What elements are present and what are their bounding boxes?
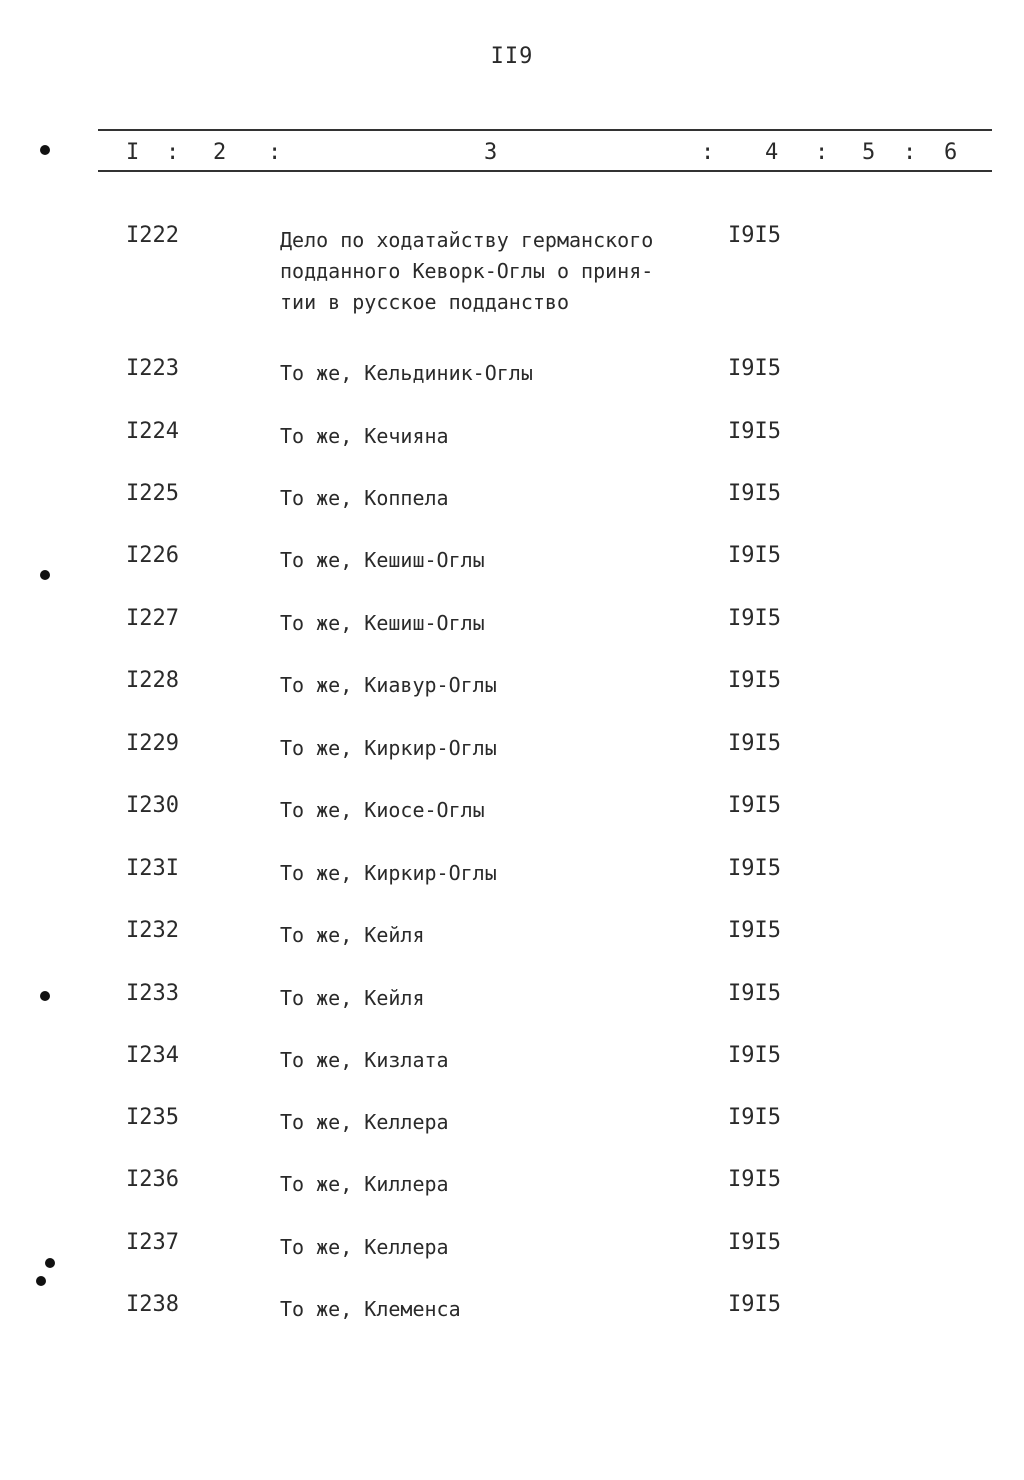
record-number: I235 — [126, 1105, 179, 1130]
record-year: I9I5 — [728, 731, 781, 756]
punch-hole-mark — [36, 1276, 46, 1286]
record-year: I9I5 — [728, 1105, 781, 1130]
record-description: То же, Клеменса — [280, 1297, 461, 1321]
record-description: То же, Кешиш-Оглы — [280, 611, 485, 635]
record-description: То же, Коппела — [280, 486, 449, 510]
record-description: То же, Киркир-Оглы — [280, 861, 497, 885]
record-number: I236 — [126, 1167, 179, 1192]
record-number: I234 — [126, 1043, 179, 1068]
table-row — [0, 481, 1024, 521]
header-sep-2: : — [268, 140, 282, 165]
header-sep-4: : — [815, 140, 829, 165]
table-row — [0, 1167, 1024, 1207]
header-sep-3: : — [701, 140, 715, 165]
header-col-5: 5 — [862, 140, 876, 165]
record-year: I9I5 — [728, 1167, 781, 1192]
table-row — [0, 981, 1024, 1021]
punch-hole-mark — [40, 145, 50, 155]
table-row — [0, 223, 1024, 314]
record-year: I9I5 — [728, 856, 781, 881]
header-sep-1: : — [166, 140, 180, 165]
record-year: I9I5 — [728, 356, 781, 381]
record-description: То же, Келлера — [280, 1110, 449, 1134]
record-year: I9I5 — [728, 606, 781, 631]
record-number: I229 — [126, 731, 179, 756]
table-row — [0, 668, 1024, 708]
table-row — [0, 856, 1024, 896]
record-number: I228 — [126, 668, 179, 693]
record-year: I9I5 — [728, 1292, 781, 1317]
punch-hole-mark — [40, 570, 50, 580]
record-year: I9I5 — [728, 481, 781, 506]
punch-hole-mark — [45, 1258, 55, 1268]
record-number: I227 — [126, 606, 179, 631]
table-row — [0, 1230, 1024, 1270]
table-row — [0, 543, 1024, 583]
record-description: То же, Кейля — [280, 923, 425, 947]
header-col-2: 2 — [213, 140, 227, 165]
record-year: I9I5 — [728, 668, 781, 693]
record-description: То же, Кельдиник-Оглы — [280, 361, 533, 385]
record-description: То же, Киллера — [280, 1172, 449, 1196]
record-number: I237 — [126, 1230, 179, 1255]
table-row — [0, 356, 1024, 396]
table-row — [0, 731, 1024, 771]
record-number: I224 — [126, 419, 179, 444]
record-year: I9I5 — [728, 223, 781, 248]
record-year: I9I5 — [728, 793, 781, 818]
record-number: I238 — [126, 1292, 179, 1317]
table-top-rule — [98, 129, 992, 131]
record-number: I222 — [126, 223, 179, 248]
punch-hole-mark — [40, 991, 50, 1001]
page-number: II9 — [490, 44, 534, 69]
table-row — [0, 419, 1024, 459]
table-row — [0, 1292, 1024, 1332]
table-row — [0, 793, 1024, 833]
record-description: То же, Киосе-Оглы — [280, 798, 485, 822]
table-row — [0, 1043, 1024, 1083]
record-year: I9I5 — [728, 419, 781, 444]
record-year: I9I5 — [728, 1230, 781, 1255]
record-description: Дело по ходатайству германского подданного Кеворк-Оглы о приня- тии в русское подданство — [280, 228, 654, 314]
record-description: То же, Кечияна — [280, 424, 449, 448]
record-year: I9I5 — [728, 543, 781, 568]
record-number: I233 — [126, 981, 179, 1006]
record-description: То же, Кизлата — [280, 1048, 449, 1072]
table-row — [0, 606, 1024, 646]
record-year: I9I5 — [728, 981, 781, 1006]
record-description: То же, Киркир-Оглы — [280, 736, 497, 760]
header-sep-5: : — [903, 140, 917, 165]
record-number: I232 — [126, 918, 179, 943]
table-row — [0, 918, 1024, 958]
record-number: I226 — [126, 543, 179, 568]
record-year: I9I5 — [728, 1043, 781, 1068]
header-col-1: I — [126, 140, 140, 165]
header-col-6: 6 — [944, 140, 958, 165]
table-header-rule — [98, 170, 992, 172]
record-number: I223 — [126, 356, 179, 381]
record-description: То же, Киавур-Оглы — [280, 673, 497, 697]
record-year: I9I5 — [728, 918, 781, 943]
header-col-4: 4 — [765, 140, 779, 165]
record-number: I23I — [126, 856, 179, 881]
record-description: То же, Кешиш-Оглы — [280, 548, 485, 572]
table-row — [0, 1105, 1024, 1145]
record-description: То же, Кейля — [280, 986, 425, 1010]
header-col-3: 3 — [484, 140, 498, 165]
record-number: I225 — [126, 481, 179, 506]
record-number: I230 — [126, 793, 179, 818]
record-description: То же, Келлера — [280, 1235, 449, 1259]
